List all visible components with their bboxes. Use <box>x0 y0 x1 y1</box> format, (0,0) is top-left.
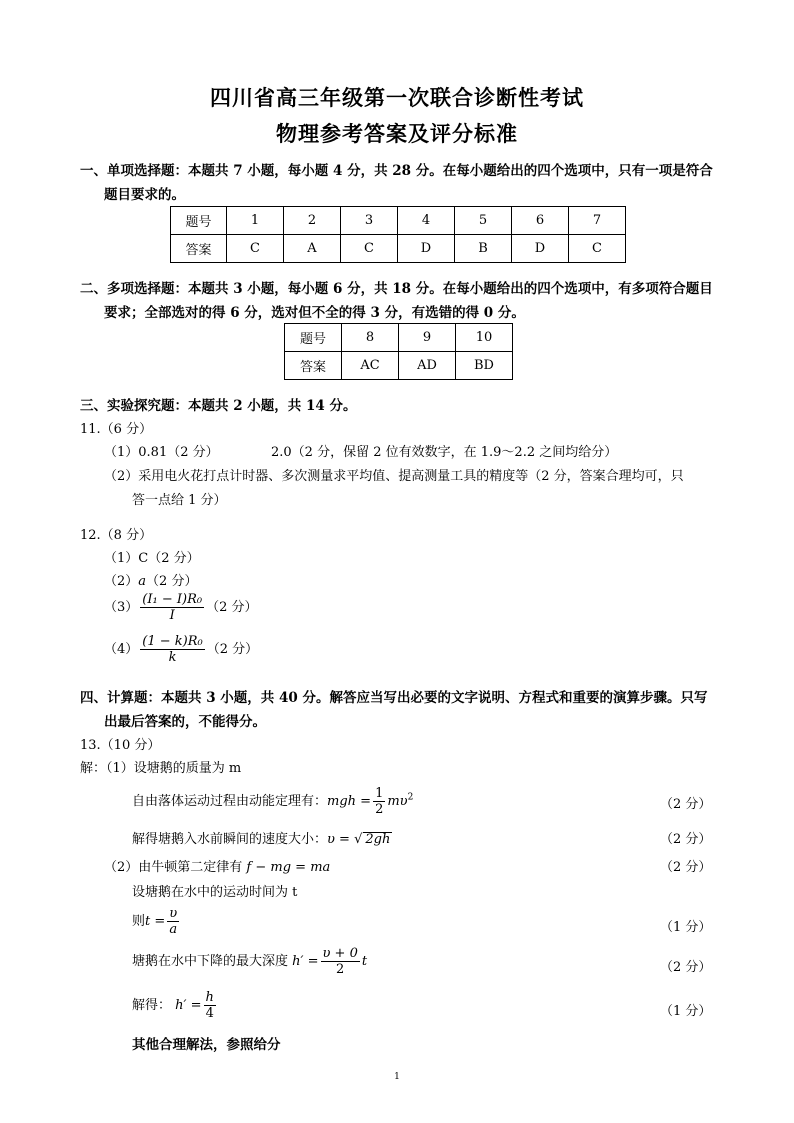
q12-answer4-fraction <box>140 634 204 665</box>
q13-step3-score: （2 分） <box>660 832 712 847</box>
q12-answer3-suffix: （2 分） <box>206 600 258 615</box>
fraction-numerator: (1 − k)R₀ <box>142 634 203 649</box>
table-row <box>171 207 626 235</box>
q13-step8-lhs: h′ = <box>175 998 202 1013</box>
q12-answer4 <box>104 634 258 665</box>
q11-answer1b: 2.0（2 分，保留 2 位有效数字，在 1.9～2.2 之间均给分） <box>271 445 618 460</box>
q12-answer2-suffix: （2 分） <box>146 574 198 589</box>
q13-step4-score: （2 分） <box>660 860 712 875</box>
q13-step8-fraction <box>204 990 216 1021</box>
table-row <box>285 352 513 380</box>
q13-step3-radicand: 2gh <box>365 832 391 847</box>
q13-step6-text: 则 <box>132 914 146 929</box>
q12-answer4-prefix: （4） <box>104 642 139 657</box>
fraction-denominator: 2 <box>375 802 384 817</box>
q13-step6-lhs: t = <box>145 914 166 929</box>
q13-step8-text: 解得： <box>132 998 172 1013</box>
q13-step7 <box>132 946 367 977</box>
q13-step2-fraction <box>373 786 385 817</box>
q13-step6-fraction <box>167 906 179 937</box>
table-cell: C <box>569 235 626 263</box>
fraction-denominator: I <box>169 608 175 623</box>
table-cell: 答案 <box>285 352 342 380</box>
q13-step7-rhs: t <box>361 954 368 969</box>
q13-step7-score: （2 分） <box>660 960 712 975</box>
q11-title: 11.（6 分） <box>80 422 153 437</box>
fraction-numerator: (I₁ − I)R₀ <box>142 592 203 607</box>
fraction-denominator: a <box>169 922 178 937</box>
document-title: 四川省高三年级第一次联合诊断性考试 <box>210 85 584 110</box>
q13-step2-rhs: mυ <box>387 794 408 809</box>
q13-step4-equation: f − mg = ma <box>246 860 331 875</box>
q13-step1: 解：（1）设塘鹅的质量为 m <box>80 761 242 776</box>
q13-note: 其他合理解法，参照给分 <box>132 1037 281 1053</box>
table-cell: D <box>398 235 455 263</box>
q12-answer2-prefix: （2） <box>104 574 139 589</box>
fraction-numerator: υ + 0 <box>322 946 358 961</box>
q12-answer3 <box>104 592 257 623</box>
table-cell: A <box>284 235 341 263</box>
document-subtitle: 物理参考答案及评分标准 <box>276 121 518 146</box>
table-cell: 4 <box>398 207 455 235</box>
table-cell: 1 <box>227 207 284 235</box>
table-cell: 9 <box>399 324 456 352</box>
table-cell: 3 <box>341 207 398 235</box>
q13-step4 <box>104 856 330 875</box>
q13-step6 <box>132 906 181 937</box>
table-row <box>171 235 626 263</box>
q11-answer2-line2: 答一点给 1 分） <box>132 493 227 508</box>
q11-answer1: （1）0.81（2 分） <box>104 445 219 460</box>
table-cell: AD <box>399 352 456 380</box>
q13-step6-score: （1 分） <box>660 920 712 935</box>
section4-heading-line1: 四、计算题：本题共 3 小题，共 40 分。解答应当写出必要的文字说明、方程式和重要的演算步骤。只写 <box>80 690 708 706</box>
table-cell: 8 <box>342 324 399 352</box>
q13-step8 <box>132 990 218 1021</box>
q13-step3: 解得塘鹅入水前瞬间的速度大小：υ = √ 2gh <box>132 832 391 847</box>
table-cell: 6 <box>512 207 569 235</box>
fraction-numerator: h <box>205 990 214 1005</box>
table-cell: 题号 <box>171 207 227 235</box>
fraction-denominator: k <box>168 650 177 665</box>
section1-heading-line2: 题目要求的。 <box>104 187 185 203</box>
q11-answer2-line1: （2）采用电火花打点计时器、多次测量求平均值、提高测量工具的精度等（2 分，答案合理均可，只 <box>104 469 684 484</box>
q12-answer2-var: a <box>138 574 147 589</box>
fraction-numerator: 1 <box>375 786 384 801</box>
table-row <box>285 324 513 352</box>
table-cell: C <box>227 235 284 263</box>
table-cell: 10 <box>456 324 513 352</box>
section2-heading-line1: 二、多项选择题：本题共 3 小题，每小题 6 分，共 18 分。在每小题给出的四个选项中，有多项符合题目 <box>80 281 713 297</box>
table-cell: C <box>341 235 398 263</box>
section3-heading: 三、实验探究题：本题共 2 小题，共 14 分。 <box>80 398 357 414</box>
q13-step7-fraction <box>321 946 360 977</box>
q13-step7-lhs: h′ = <box>292 954 319 969</box>
fraction-denominator: 4 <box>205 1006 214 1021</box>
single-choice-answer-table <box>170 206 626 263</box>
table-cell: AC <box>342 352 399 380</box>
q12-answer3-fraction <box>140 592 204 623</box>
q13-step3-text: 解得塘鹅入水前瞬间的速度大小： <box>132 832 328 847</box>
table-cell: 题号 <box>285 324 342 352</box>
q12-answer2 <box>104 570 197 589</box>
table-cell: 5 <box>455 207 512 235</box>
table-cell: 答案 <box>171 235 227 263</box>
q13-step2-lhs: mgh = <box>327 794 372 809</box>
table-cell: 7 <box>569 207 626 235</box>
page-number: 1 <box>394 1072 400 1082</box>
fraction-numerator: υ <box>169 906 178 921</box>
section1-heading-line1: 一、单项选择题：本题共 7 小题，每小题 4 分，共 28 分。在每小题给出的四个选项中，只有一项是符合 <box>80 163 713 179</box>
q13-step2-text: 自由落体运动过程由动能定理有： <box>132 794 328 809</box>
q13-title: 13.（10 分） <box>80 738 161 753</box>
table-cell: B <box>455 235 512 263</box>
q13-step2 <box>132 786 413 817</box>
section4-heading-line2: 出最后答案的，不能得分。 <box>104 714 266 730</box>
q12-answer4-suffix: （2 分） <box>206 642 259 657</box>
fraction-denominator: 2 <box>336 962 345 977</box>
q12-answer3-prefix: （3） <box>104 600 139 615</box>
q13-step8-score: （1 分） <box>660 1004 712 1019</box>
q13-step2-exponent: 2 <box>407 792 414 803</box>
table-cell: D <box>512 235 569 263</box>
table-cell: BD <box>456 352 513 380</box>
q12-title: 12.（8 分） <box>80 528 153 543</box>
q13-step2-score: （2 分） <box>660 797 712 812</box>
q13-step7-text: 塘鹅在水中下降的最大深度 <box>132 954 289 969</box>
q13-step3-lhs: υ = <box>327 832 350 847</box>
q13-step5: 设塘鹅在水中的运动时间为 t <box>132 885 298 900</box>
section2-heading-line2: 要求；全部选对的得 6 分，选对但不全的得 3 分，有选错的得 0 分。 <box>104 305 525 321</box>
multi-choice-answer-table <box>284 323 513 380</box>
table-cell: 2 <box>284 207 341 235</box>
q12-answer1: （1）C（2 分） <box>104 551 200 566</box>
q13-step4-text: （2）由牛顿第二定律有 <box>104 860 243 875</box>
